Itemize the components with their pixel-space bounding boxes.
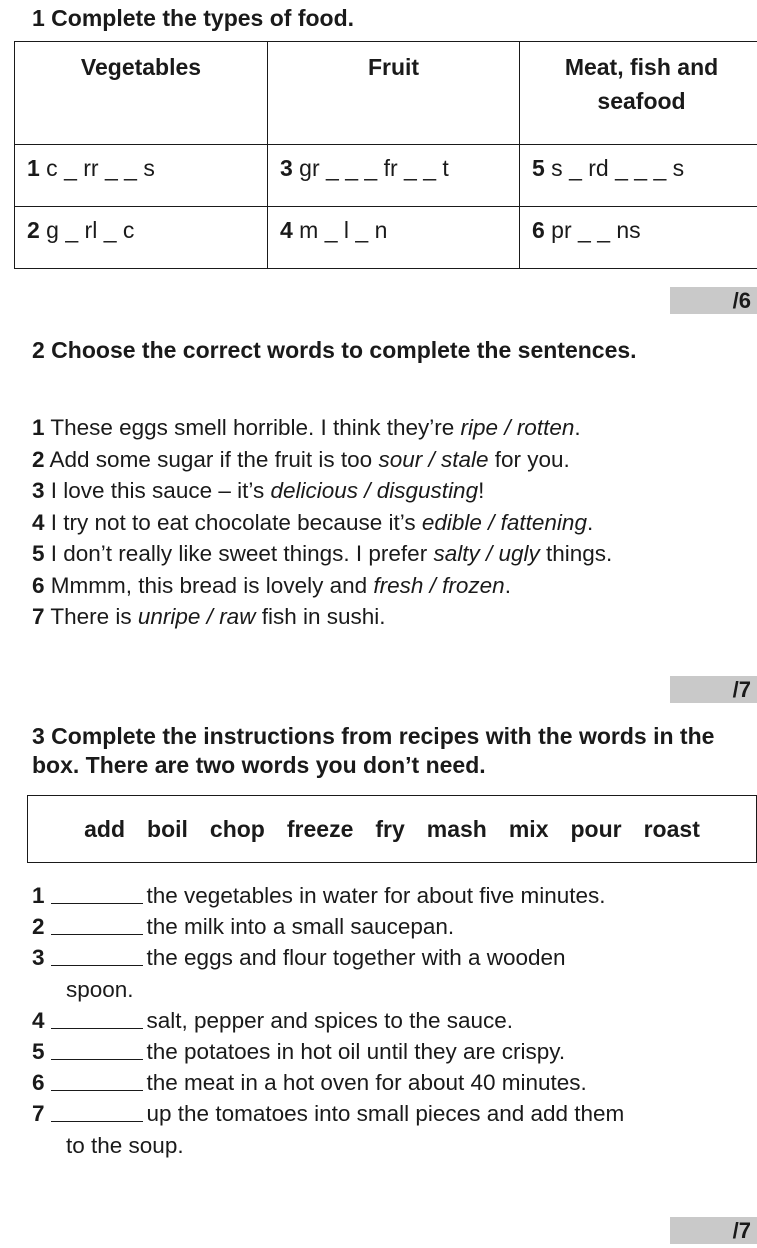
list-item — [32, 444, 612, 476]
sentence-text: I don’t really like sweet things. I prefer — [44, 541, 434, 566]
word-choice[interactable]: salty / ugly — [433, 541, 540, 566]
answer-blank[interactable] — [51, 885, 143, 904]
answer-blank[interactable] — [51, 1103, 143, 1122]
box-word: chop — [209, 815, 265, 842]
item-number: 3 — [32, 478, 45, 503]
table-cell[interactable] — [520, 145, 757, 207]
instruction-text: the vegetables in water for about five minutes. — [146, 883, 606, 908]
box-word: boil — [147, 815, 188, 842]
answer-blank[interactable] — [51, 1041, 143, 1060]
word-choice[interactable]: edible / fattening — [421, 509, 587, 535]
box-word: roast — [643, 815, 700, 842]
table-row — [15, 207, 757, 269]
instruction-text: up the tomatoes into small pieces and add them — [146, 1101, 625, 1127]
list-item — [32, 880, 624, 911]
list-item — [32, 1036, 624, 1067]
exercise-2-title: 2 Choose the correct words to complete the sentences. — [32, 337, 637, 363]
sentence-text-end: . — [504, 572, 511, 598]
sentence-text: Mmmm, this bread is lovely and — [44, 572, 374, 598]
item-number: 6 — [32, 1070, 45, 1096]
item-number: 7 — [32, 604, 45, 629]
sentence-text: There is — [44, 604, 138, 629]
sentence-text-end: fish in sushi. — [255, 604, 386, 629]
item-number: 6 — [32, 572, 45, 598]
box-word: pour — [570, 815, 622, 842]
list-item — [32, 412, 612, 444]
table-cell[interactable] — [15, 207, 268, 269]
box-word: add — [84, 815, 126, 842]
item-number: 4 — [32, 1007, 45, 1033]
table-row — [15, 145, 757, 207]
sentence-text: These eggs smell horrible. I think they’re — [44, 415, 461, 440]
word-choice[interactable]: unripe / raw — [137, 604, 256, 629]
item-number: 4 — [32, 509, 45, 535]
word-box — [27, 795, 757, 863]
sentence-text-end: . — [586, 509, 594, 535]
gapped-word: gr _ _ _ fr _ _ t — [292, 155, 449, 181]
word-choice[interactable]: delicious / disgusting — [270, 478, 479, 503]
instruction-text: the potatoes in hot oil until they are crispy. — [146, 1039, 566, 1065]
gapped-word: c _ rr _ _ s — [39, 155, 155, 181]
word-choice[interactable]: ripe / rotten — [460, 415, 575, 440]
item-number: 4 — [280, 217, 293, 243]
box-word: fry — [375, 815, 405, 842]
item-number: 5 — [32, 541, 45, 566]
gapped-word: g _ rl _ c — [39, 217, 135, 243]
table-cell[interactable] — [15, 145, 268, 207]
gapped-word: m _ l _ n — [292, 217, 388, 243]
header-meat-fish-seafood — [520, 42, 757, 145]
list-item — [32, 911, 624, 942]
sentence-text-end: ! — [478, 478, 485, 503]
item-number: 3 — [280, 155, 293, 181]
item-number: 2 — [32, 914, 45, 940]
instruction-continuation: to the soup. — [66, 1132, 184, 1158]
list-item — [32, 942, 624, 973]
answer-blank[interactable] — [51, 947, 143, 966]
exercise-1-title: 1 Complete the types of food. — [32, 5, 355, 31]
list-item — [32, 1005, 624, 1036]
header-meat-text: Meat, fish and seafood — [564, 54, 719, 114]
table-cell[interactable] — [268, 145, 520, 207]
gapped-word: s _ rd _ _ _ s — [544, 155, 685, 181]
sentence-text: I love this sauce – it’s — [44, 478, 271, 503]
answer-blank[interactable] — [51, 1010, 143, 1029]
list-item — [32, 1098, 624, 1129]
header-fruit: Fruit — [268, 42, 520, 145]
item-number: 5 — [32, 1039, 45, 1065]
food-types-table — [14, 41, 757, 269]
item-number: 1 — [32, 883, 45, 908]
list-item — [32, 570, 612, 602]
word-choice[interactable]: fresh / frozen — [373, 572, 505, 598]
exercise-2-list — [32, 412, 612, 633]
list-item — [32, 601, 612, 633]
answer-blank[interactable] — [51, 916, 143, 935]
list-item — [32, 538, 612, 570]
sentence-text-end: things. — [539, 541, 613, 566]
score-box-exercise-3: /7 — [670, 1217, 757, 1244]
item-number: 2 — [32, 446, 45, 472]
gapped-word: pr _ _ ns — [544, 217, 641, 243]
table-cell[interactable] — [268, 207, 520, 269]
list-item — [32, 1067, 624, 1098]
item-number: 3 — [32, 945, 45, 971]
word-choice[interactable]: sour / stale — [378, 446, 489, 472]
item-number: 1 — [32, 415, 45, 440]
table-header-row — [15, 42, 757, 145]
item-number: 5 — [532, 155, 545, 181]
box-word: freeze — [286, 815, 354, 842]
item-number: 2 — [27, 217, 40, 243]
table-cell[interactable] — [520, 207, 757, 269]
sentence-text-end: for you. — [488, 446, 570, 472]
answer-blank[interactable] — [51, 1072, 143, 1091]
box-word: mix — [508, 815, 549, 842]
header-vegetables: Vegetables — [15, 42, 268, 145]
item-number: 1 — [27, 155, 40, 181]
list-item — [32, 475, 612, 507]
instruction-text: the milk into a small saucepan. — [146, 914, 455, 940]
score-box-exercise-1: /6 — [670, 287, 757, 314]
sentence-text: I try not to eat chocolate because it’s — [44, 509, 422, 535]
instruction-text: the meat in a hot oven for about 40 minutes. — [146, 1070, 587, 1096]
instruction-continuation: spoon. — [66, 976, 134, 1002]
exercise-3-list — [32, 880, 624, 1161]
instruction-text: the eggs and flour together with a wooden — [146, 945, 566, 971]
instruction-text: salt, pepper and spices to the sauce. — [146, 1007, 513, 1033]
score-box-exercise-2: /7 — [670, 676, 757, 703]
item-number: 7 — [32, 1101, 45, 1127]
sentence-text: Add some sugar if the fruit is too — [44, 446, 379, 472]
list-item — [32, 507, 612, 539]
item-number: 6 — [532, 217, 545, 243]
box-word: mash — [426, 815, 487, 842]
exercise-3-title: 3 Complete the instructions from recipes with the words in the box. There are two words you don’t need. — [32, 723, 715, 778]
sentence-text-end: . — [574, 415, 581, 440]
